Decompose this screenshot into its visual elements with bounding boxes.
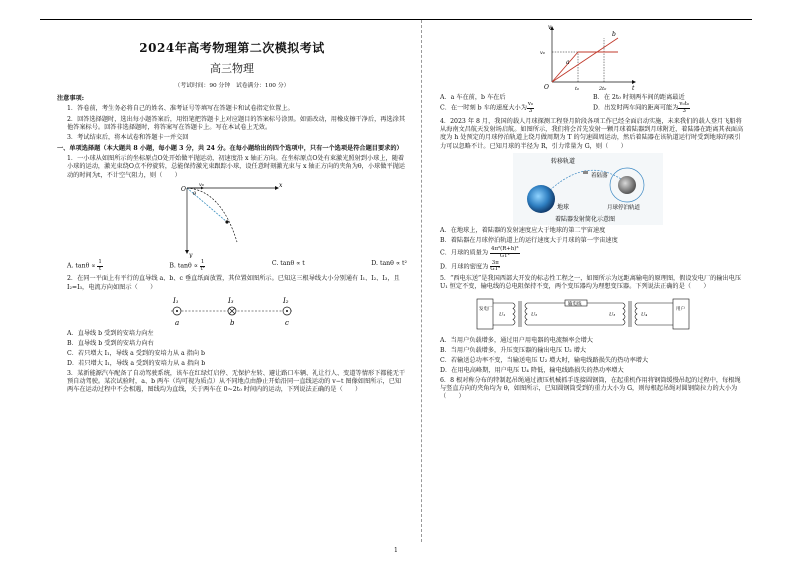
origin-label: O <box>181 186 186 194</box>
option-a: A．直导线 b 受到的安培力向左 <box>67 330 154 338</box>
origin-label: O <box>544 84 549 91</box>
option-b: B. tanθ ∝ $\frac{1}{\text{t²}}$ <box>169 259 205 272</box>
question-stem-1: 1．一小球从如图所示的坐标原点O处开始做平抛运动，初速度沿 x 轴正方向。在坐标原点O处有束激光照射到小球上，随着小球的运动，激光束绕O点不停旋转，总能保持激光束跟踪小球，设任意时刻激光束与 x 轴正方向的夹角为θ，小球做平抛运动的时间为t，不计空气阻力，则（ ） <box>67 155 405 179</box>
i3-label: I₃ <box>228 297 234 306</box>
notice-item: 1．答卷前，考生务必将自己的姓名、准考证号等填写在答题卡和试卷指定位置上。 <box>67 105 294 113</box>
a-line-label: a <box>566 59 570 66</box>
t0-tick-label: t₀ <box>575 86 580 92</box>
lander-icon <box>583 171 588 174</box>
u4-label: U₄ <box>641 312 648 319</box>
wires-figure <box>157 294 307 328</box>
top-rule <box>40 19 752 20</box>
option-b: B．当用户负载增多，升压变压器的输出电压 U₂ 增大 <box>440 347 587 355</box>
c-label: c <box>285 319 289 328</box>
x-axis-label: x <box>279 182 283 190</box>
section-heading: 一、单项选择题（本大题共 8 小题，每小题 3 分，共 24 分。在每小题给出的四个选项中，只有一个选项是符合题目要求的） <box>57 144 403 152</box>
b-label: b <box>230 319 235 328</box>
y-axis-label: y <box>189 252 193 259</box>
right-column <box>430 22 746 404</box>
option-b: B．着陆器在月球停泊轨道上的运行速度大于月球的第一宇宙速度 <box>440 237 618 244</box>
option-a: A．当用户负载增多，通过用户用电器的电流频率会增大 <box>440 337 593 345</box>
option-d: D．月球的密度为 $\frac{3\pi}{\text{GT²}}$ <box>440 259 501 273</box>
moon-orbit-label: 月球停泊轨道 <box>607 205 641 212</box>
theta-label: θ <box>193 191 197 198</box>
option-a: A. tanθ ∝ $\frac{1}{t}$ <box>67 259 102 272</box>
generator-label: 发电厂 <box>479 307 493 313</box>
option-d: D．出发时两车间的距离可能为 $\frac{\text{v₀t₀}}{3}$ <box>593 101 689 115</box>
v-axis-label: v <box>548 24 552 31</box>
earth-label: 地球 <box>557 204 570 212</box>
v0-label: v₀ <box>199 182 204 189</box>
option-c: C. tanθ ∝ t <box>271 260 305 268</box>
q1-options <box>57 260 407 272</box>
lander-label: 着陆器 <box>591 173 608 180</box>
option-c: C．在一时刻 b 车的速度大小为 $\frac{\text{v₀}}{3}$ <box>440 101 534 115</box>
b-line-label: b <box>612 31 616 38</box>
option-c: C．若输送总功率不变，当输送电压 U₂ 增大时，输电线路损失的热功率增大 <box>440 356 649 364</box>
option-d: D．在用电高峰期，用户电压 U₄ 降低，输电线路损失的热功率增大 <box>440 366 624 374</box>
transmission-figure <box>473 293 703 335</box>
a-label: a <box>175 319 180 328</box>
option-c: C．若只增大 I₁，导线 a 受到的安培力从 a 指向 b <box>67 349 205 357</box>
vt-graph-figure <box>538 24 638 92</box>
projectile-figure <box>177 182 287 258</box>
option-b: B．在 2t₀ 时刻两车间的距离最近 <box>593 94 685 101</box>
option-d: D. tanθ ∝ t² <box>371 260 407 268</box>
page-number: 1 <box>394 547 398 554</box>
exam-info: （考试时间：90 分钟 试卷满分：100 分） <box>174 83 290 90</box>
notice-item: 2．回答选择题时，选出每小题答案后，用铅笔把答题卡上对应题目的答案标号涂黑。如需改动，用橡皮擦干净后，再选涂其他答案标号。回答非选择题时，将答案写在答题卡上。写在本试卷上无效。 <box>67 115 406 131</box>
column-divider <box>421 20 422 542</box>
option-b: B．直导线 b 受到的安培力向右 <box>67 340 154 347</box>
2t0-tick-label: 2t₀ <box>599 86 607 92</box>
q3-options <box>430 94 746 115</box>
option-c: C．月球的质量为 $\frac{\text{4π²(R+h)³}}{\text{GT²}}$ <box>440 245 519 259</box>
notice-heading: 注意事项: <box>57 94 85 102</box>
i2-label: I₂ <box>283 297 289 306</box>
u3-label: U₃ <box>609 312 616 319</box>
option-a: A．在地球上，着陆器的发射速度应大于地球的第二宇宙速度 <box>440 227 606 235</box>
page-title: 2024年高考物理第二次模拟考试 <box>139 41 325 55</box>
lunar-orbit-figure <box>513 153 663 225</box>
figure-caption: 着陆器发射简化示意图 <box>555 216 616 224</box>
option-a: A．a 车在前，b 车在后 <box>440 94 506 101</box>
option-d: D．若只增大 I₁，导线 a 受到的安培力从 a 指向 b <box>67 359 206 367</box>
u2-label: U₂ <box>531 312 538 319</box>
t-axis-label: t <box>632 85 635 92</box>
transfer-orbit-label: 转移轨道 <box>551 158 576 166</box>
line-label: 输电线 <box>568 302 582 308</box>
u1-label: U₁ <box>499 312 506 319</box>
notice-item: 3．考试结束后，将本试卷和答题卡一并交回 <box>67 134 189 142</box>
page-subtitle: 高三物理 <box>210 62 254 76</box>
question-stem-3: 3．某新能源汽车配备了自动驾驶系统，该车在红绿灯启停、无保护左转、避让路口车辆、礼让行人、变道等情形下都能无干预自动驾驶。某次试验时，a、b 两车（均可视为质点）从不同地点由静止开始沿同一直线运动的 v−t 图像如图所示，已知两车在运动过程中不会相遇，图线均为直线，关于两车在 0~2t₀ 时间内的运动，下列说法正确的是（ ） <box>67 369 406 394</box>
earth-icon <box>527 185 555 213</box>
i1-label: I₁ <box>173 297 179 306</box>
moon-icon <box>618 176 636 194</box>
v0-tick-label: v₀ <box>540 50 545 56</box>
left-column <box>57 38 407 397</box>
question-stem-6: 6．8 根对称分布的特制起吊绳通过液压机械抓手连接圆钢筒，在起重机作用将钢筒缓慢吊起的过程中，每根绳与竖直方向的夹角均为 θ，如图所示，已知圆钢筒受到的重力大小为 G，则每根起吊绳对圆钢筒拉力的大小为（ ） <box>440 376 741 401</box>
question-stem-2: 2．在同一平面上有平行的直导线 a、b、c 垂直纸面放置，其位置如图所示。已知这三根导线大小分别通有 I₁、I₂、I₃，且 I₂=I₃，电流方向如图示（ ） <box>67 275 400 291</box>
question-stem-4: 4．2023 年 8 月，我国的载人月球探测工程登月阶段各项工作已经全面启动实施，未来我们的载人登月飞船将从海南文昌航天发射场启航。如图所示，我们将会首先发射一颗月球着陆器到月球附近，着陆器在距离其表面高度为 h 处预定的月球停泊轨道上绕月做周期为 T 的匀速圆周运动，然后着陆器在该轨道运行时受到地球的吸引力可以忽略不计。已知月球的半径为 R，引力常量为 G，则（ ） <box>440 117 744 150</box>
question-stem-5: 5．“西电东送”是我国西部大开发的标志性工程之一，如图所示为远距离输电的原理图，假设发电厂的输出电压 U₁ 恒定不变，输电线的总电阻保持不变，两个变压器均为理想变压器。下列说法正确的是（ ） <box>440 274 742 290</box>
user-label: 用户 <box>676 307 685 313</box>
